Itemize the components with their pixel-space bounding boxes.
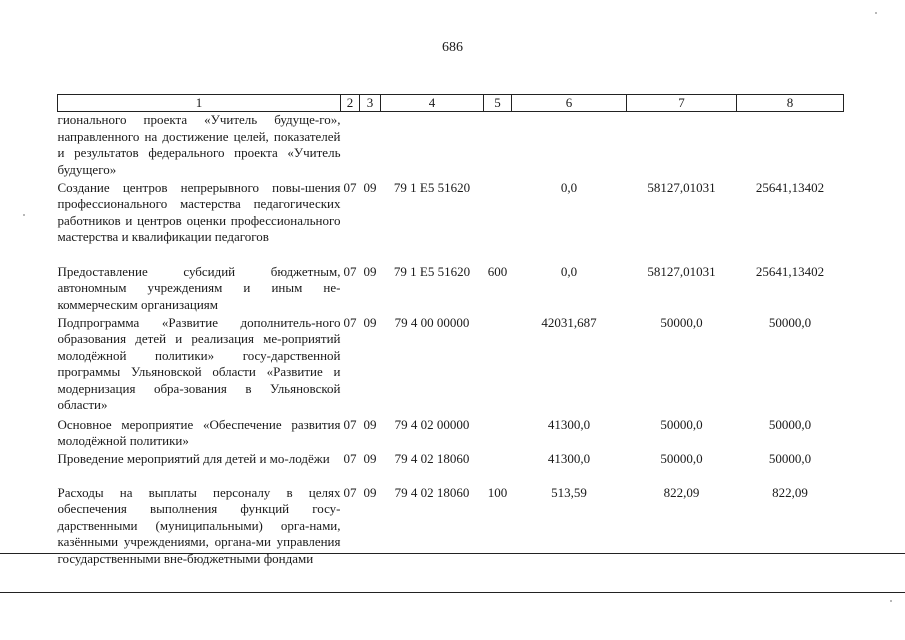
row-value-6: 41300,0 xyxy=(547,450,591,466)
row-vr xyxy=(484,315,512,417)
row-vr: 100 xyxy=(487,484,508,500)
row-csr: 79 4 02 18060 xyxy=(394,484,470,500)
row-pr: 09 xyxy=(363,484,377,500)
header-col-6: 6 xyxy=(512,95,627,112)
row-value-6: 0,0 xyxy=(560,263,578,279)
row-csr: 79 1 E5 51620 xyxy=(393,263,471,279)
budget-table xyxy=(57,94,844,585)
header-col-7: 7 xyxy=(627,95,737,112)
row-value-6: 41300,0 xyxy=(547,416,591,432)
row-csr: 79 4 02 18060 xyxy=(394,450,470,466)
row-rz: 07 xyxy=(343,179,357,195)
row-value-7 xyxy=(627,112,737,180)
horizontal-rule xyxy=(0,592,905,593)
row-value-8: 50000,0 xyxy=(768,416,812,432)
row-value-6: 42031,687 xyxy=(541,314,597,330)
row-rz xyxy=(341,112,360,180)
row-csr: 79 1 E5 51620 xyxy=(393,179,471,195)
row-vr xyxy=(484,451,512,485)
table-row xyxy=(58,417,844,451)
row-csr xyxy=(381,112,484,180)
row-csr: 79 4 02 00000 xyxy=(394,416,470,432)
header-col-3: 3 xyxy=(360,95,381,112)
row-value-7: 58127,01031 xyxy=(647,263,716,279)
row-value-7: 58127,01031 xyxy=(647,179,716,195)
page-number: 686 xyxy=(442,40,463,55)
row-value-8: 50000,0 xyxy=(768,450,812,466)
table-row xyxy=(58,112,844,180)
horizontal-rule xyxy=(0,553,905,554)
row-value-8: 25641,13402 xyxy=(755,179,825,195)
header-col-8: 8 xyxy=(737,95,844,112)
scan-speck xyxy=(890,600,892,602)
row-name: Предоставление субсидий бюджетным, автономным учреждениям и иным не-коммерческим организациям xyxy=(57,263,341,312)
row-value-7: 50000,0 xyxy=(660,450,703,466)
table-row xyxy=(58,451,844,485)
row-value-7: 50000,0 xyxy=(660,416,703,432)
row-name: Расходы на выплаты персоналу в целях обеспечения выполнения функций госу-дарственными (муниципальными) орга-нами, казёнными учреждениями, органа-ми управления государственными вне-бюджетными фондами xyxy=(57,484,341,566)
row-pr: 09 xyxy=(363,179,377,195)
header-col-5: 5 xyxy=(484,95,512,112)
header-col-2: 2 xyxy=(341,95,360,112)
row-vr: 600 xyxy=(487,263,508,279)
row-pr: 09 xyxy=(363,450,377,466)
row-value-8: 50000,0 xyxy=(768,314,812,330)
header-col-1: 1 xyxy=(58,95,341,112)
header-row xyxy=(58,95,844,112)
row-value-6: 0,0 xyxy=(560,179,578,195)
row-pr: 09 xyxy=(363,416,377,432)
header-col-4: 4 xyxy=(381,95,484,112)
row-value-8: 25641,13402 xyxy=(755,263,825,279)
row-rz: 07 xyxy=(343,416,357,432)
table-row xyxy=(58,180,844,264)
row-rz: 07 xyxy=(343,450,357,466)
table-row xyxy=(58,264,844,315)
table-row xyxy=(58,315,844,417)
row-name: Подпрограмма «Развитие дополнитель-ного образования детей и реализация ме-роприятий молодёжной политики» госу-дарственной программы Ульяновской области «Развитие и модернизация обра-зования в Ульяновской области» xyxy=(57,314,341,412)
row-name: Создание центров непрерывного повы-шения профессионального мастерства педагогических работников и центров оценки профессионального мастерства и квалификации педагогов xyxy=(57,179,341,244)
row-pr xyxy=(360,112,381,180)
scan-speck xyxy=(23,214,25,216)
row-vr xyxy=(484,180,512,264)
row-csr: 79 4 00 00000 xyxy=(394,314,470,330)
row-vr xyxy=(484,417,512,451)
row-pr: 09 xyxy=(363,314,377,330)
row-rz: 07 xyxy=(343,263,357,279)
scan-speck xyxy=(875,12,877,14)
row-value-8: 822,09 xyxy=(772,484,808,500)
table-row xyxy=(58,485,844,585)
row-pr: 09 xyxy=(363,263,377,279)
row-name: Основное мероприятие «Обеспечение развития молодёжной политики» xyxy=(57,416,341,448)
row-name: Проведение мероприятий для детей и мо-лодёжи xyxy=(57,450,330,466)
row-name: гионального проекта «Учитель будуще-го», направленного на достижение целей, показателей и результатов федерального проекта «Учитель будущего» xyxy=(57,112,341,177)
row-value-7: 822,09 xyxy=(663,484,700,500)
row-value-8 xyxy=(737,112,844,180)
row-value-6 xyxy=(512,112,627,180)
row-rz: 07 xyxy=(343,484,357,500)
row-rz: 07 xyxy=(343,314,357,330)
row-vr xyxy=(484,112,512,180)
row-value-7: 50000,0 xyxy=(660,314,703,330)
row-value-6: 513,59 xyxy=(551,484,587,500)
